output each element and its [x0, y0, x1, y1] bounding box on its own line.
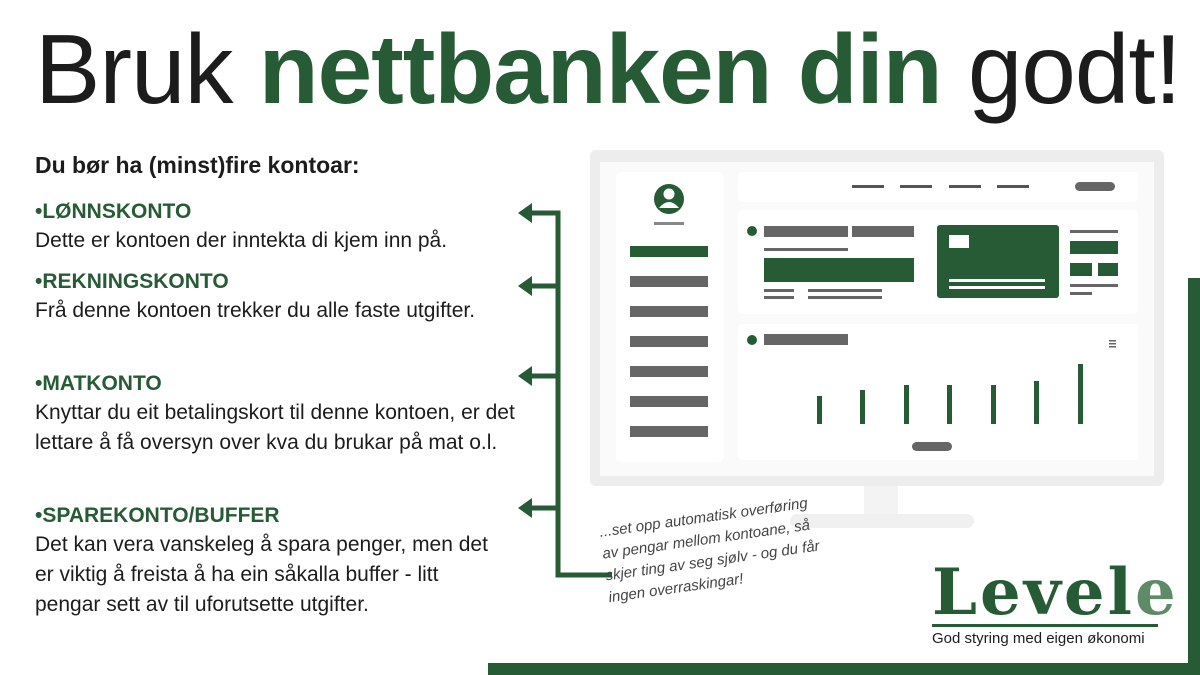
account-item	[35, 502, 505, 620]
account-description: Dette er kontoen der inntekta di kjem inn på.	[35, 229, 448, 252]
levele-logo	[932, 555, 1179, 647]
logo-word-end: e	[1134, 555, 1179, 630]
title-part-2: nettbanken din	[258, 14, 942, 124]
account-name: LØNNSKONTO	[42, 200, 192, 223]
page-title	[35, 14, 1181, 124]
bullet: •	[35, 270, 43, 293]
account-item	[35, 268, 485, 326]
title-part-1: Bruk	[35, 14, 259, 124]
bullet: •	[35, 200, 43, 223]
account-item	[35, 198, 535, 256]
account-name: SPAREKONTO/BUFFER	[42, 504, 280, 527]
logo-wordmark	[932, 555, 1179, 630]
bullet: •	[35, 504, 43, 527]
account-description: Det kan vera vanskeleg å spara penger, men det er viktig å freista å ha ein såkalla buffer - litt pengar sett av til uforutsette utgifter.	[35, 533, 488, 616]
title-part-3: godt!	[941, 14, 1181, 124]
account-name: MATKONTO	[42, 372, 162, 395]
account-name: REKNINGSKONTO	[42, 270, 229, 293]
account-description: Knyttar du eit betalingskort til denne kontoen, er det lettare å få oversyn over kva du brukar på mat o.l.	[35, 401, 515, 454]
tagline-note: ...set opp automatisk overføring av pengar mellom kontoane, så skjer ting av seg sjølv - og du får ingen overraskingar!	[598, 494, 821, 607]
bullet: •	[35, 372, 43, 395]
intro-heading: Du bør ha (minst)fire kontoar:	[35, 152, 360, 178]
account-description: Frå denne kontoen trekker du alle faste utgifter.	[35, 299, 476, 322]
arrow-left-icon	[518, 498, 532, 518]
monitor-mockup	[590, 150, 1164, 528]
menu-icon	[1109, 340, 1116, 348]
arrow-left-icon	[518, 276, 532, 296]
logo-subtitle: God styring med eigen økonomi	[932, 630, 1145, 647]
account-item	[35, 370, 525, 458]
logo-word-main: Level	[932, 555, 1135, 630]
